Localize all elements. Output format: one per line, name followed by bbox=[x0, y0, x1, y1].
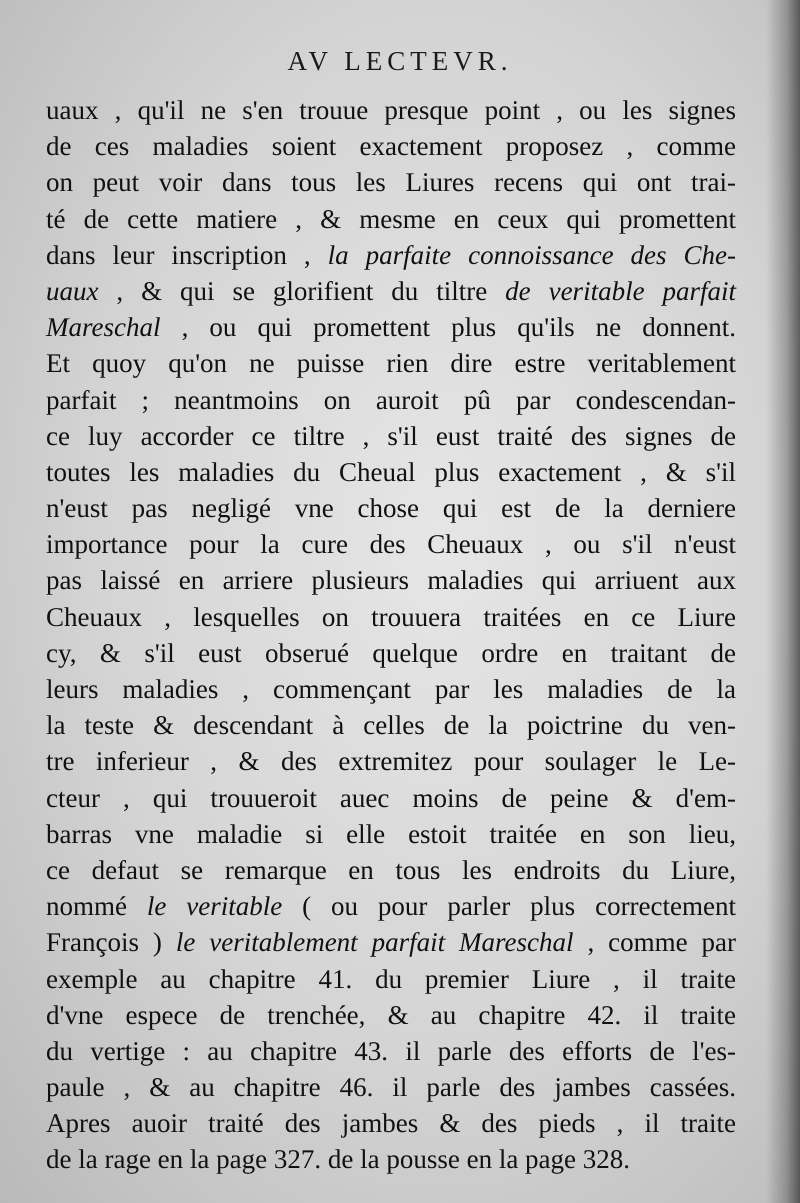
text-segment: ce defaut se remarque en tous les endroits du Liure, bbox=[46, 854, 736, 885]
text-segment: ce luy accorder ce tiltre , s'il eust traité des signes de bbox=[46, 420, 736, 451]
text-line bbox=[46, 526, 736, 562]
text-segment: nommé bbox=[46, 891, 147, 922]
text-line bbox=[46, 743, 736, 779]
text-segment: ( ou pour parler plus correctement bbox=[282, 891, 736, 922]
text-line bbox=[46, 997, 736, 1033]
text-line bbox=[46, 961, 736, 997]
text-segment: uaux , qu'il ne s'en trouue presque point , ou les signes bbox=[46, 95, 736, 125]
text-line bbox=[46, 924, 736, 960]
running-header: AV LECTEVR. bbox=[287, 46, 513, 76]
text-segment: Apres auoir traité des jambes & des pieds , il traite bbox=[46, 1108, 736, 1139]
text-line bbox=[46, 1141, 736, 1177]
text-segment: importance pour la cure des Cheuaux , ou s'il n'eust bbox=[46, 529, 736, 560]
text-segment: François ) bbox=[46, 927, 176, 958]
text-segment: cy, & s'il eust obserué quelque ordre en traitant de bbox=[46, 637, 736, 668]
text-line bbox=[46, 888, 736, 924]
text-segment: parfait ; neantmoins on auroit pû par condescendan- bbox=[46, 384, 736, 415]
text-line bbox=[46, 92, 736, 128]
text-line bbox=[46, 382, 736, 418]
text-segment: dans leur inscription , bbox=[46, 239, 328, 270]
text-line bbox=[46, 816, 736, 852]
text-segment: , ou qui promettent plus qu'ils ne donnent. bbox=[160, 312, 736, 343]
text-line bbox=[46, 201, 736, 237]
text-line bbox=[46, 454, 736, 490]
text-segment: de la rage en la page 327. de la pousse en la page 328. bbox=[46, 1144, 631, 1175]
page-edge-shadow bbox=[766, 0, 800, 1203]
text-segment: la teste & descendant à celles de la poictrine du ven- bbox=[46, 710, 736, 741]
text-line bbox=[46, 418, 736, 454]
text-segment: n'eust pas negligé vne chose qui est de la derniere bbox=[46, 493, 736, 524]
text-line bbox=[46, 345, 736, 381]
text-segment: leurs maladies , commençant par les maladies de la bbox=[46, 674, 736, 704]
italic-segment: la parfaite connoissance des Che- bbox=[327, 239, 736, 270]
text-segment: de ces maladies soient exactement proposez , comme bbox=[46, 131, 736, 162]
text-line bbox=[46, 562, 736, 598]
text-segment: barras vne maladie si elle estoit traitée en son lieu, bbox=[46, 818, 736, 849]
text-segment: pas laissé en arriere plusieurs maladies qui arriuent aux bbox=[46, 565, 736, 596]
text-segment: toutes les maladies du Cheual plus exactement , & s'il bbox=[46, 456, 736, 487]
text-line bbox=[46, 1105, 736, 1141]
text-line bbox=[46, 1069, 736, 1105]
text-line bbox=[46, 852, 736, 888]
text-line bbox=[46, 707, 736, 743]
italic-segment: uaux bbox=[46, 275, 99, 306]
text-line bbox=[46, 164, 736, 200]
text-segment: té de cette matiere , & mesme en ceux qui promettent bbox=[46, 203, 736, 234]
text-line bbox=[46, 309, 736, 345]
body-text bbox=[46, 92, 736, 1178]
text-segment: d'vne espece de trenchée, & au chapitre 42. il traite bbox=[46, 999, 736, 1030]
text-segment: , comme par bbox=[573, 927, 736, 958]
text-line bbox=[46, 780, 736, 816]
text-segment: paule , & au chapitre 46. il parle des jambes cassées. bbox=[46, 1072, 736, 1103]
italic-segment: le veritable bbox=[146, 891, 283, 922]
text-segment: on peut voir dans tous les Liures recens qui ont trai- bbox=[46, 167, 736, 198]
text-segment: exemple au chapitre 41. du premier Liure , il traite bbox=[46, 963, 736, 994]
text-segment: tre inferieur , & des extremitez pour soulager le Le- bbox=[46, 746, 736, 777]
text-line bbox=[46, 490, 736, 526]
italic-segment: de veritable parfait bbox=[505, 275, 736, 306]
text-segment: cteur , qui trouueroit auec moins de peine & d'em- bbox=[46, 782, 736, 813]
text-segment: Et quoy qu'on ne puisse rien dire estre veritablement bbox=[46, 348, 736, 379]
text-line bbox=[46, 635, 736, 671]
text-line bbox=[46, 273, 736, 309]
text-segment: Cheuaux , lesquelles on trouuera traitées en ce Liure bbox=[46, 601, 736, 632]
text-segment: du vertige : au chapitre 43. il parle des efforts de l'es- bbox=[46, 1035, 736, 1066]
italic-segment: le veritablement parfait Mareschal bbox=[175, 927, 574, 958]
text-segment: , & qui se glorifient du tiltre bbox=[98, 275, 506, 306]
text-line bbox=[46, 671, 736, 707]
text-line bbox=[46, 599, 736, 635]
text-line bbox=[46, 128, 736, 164]
text-line bbox=[46, 1033, 736, 1069]
text-line bbox=[46, 237, 736, 273]
italic-segment: Mareschal bbox=[46, 312, 161, 343]
